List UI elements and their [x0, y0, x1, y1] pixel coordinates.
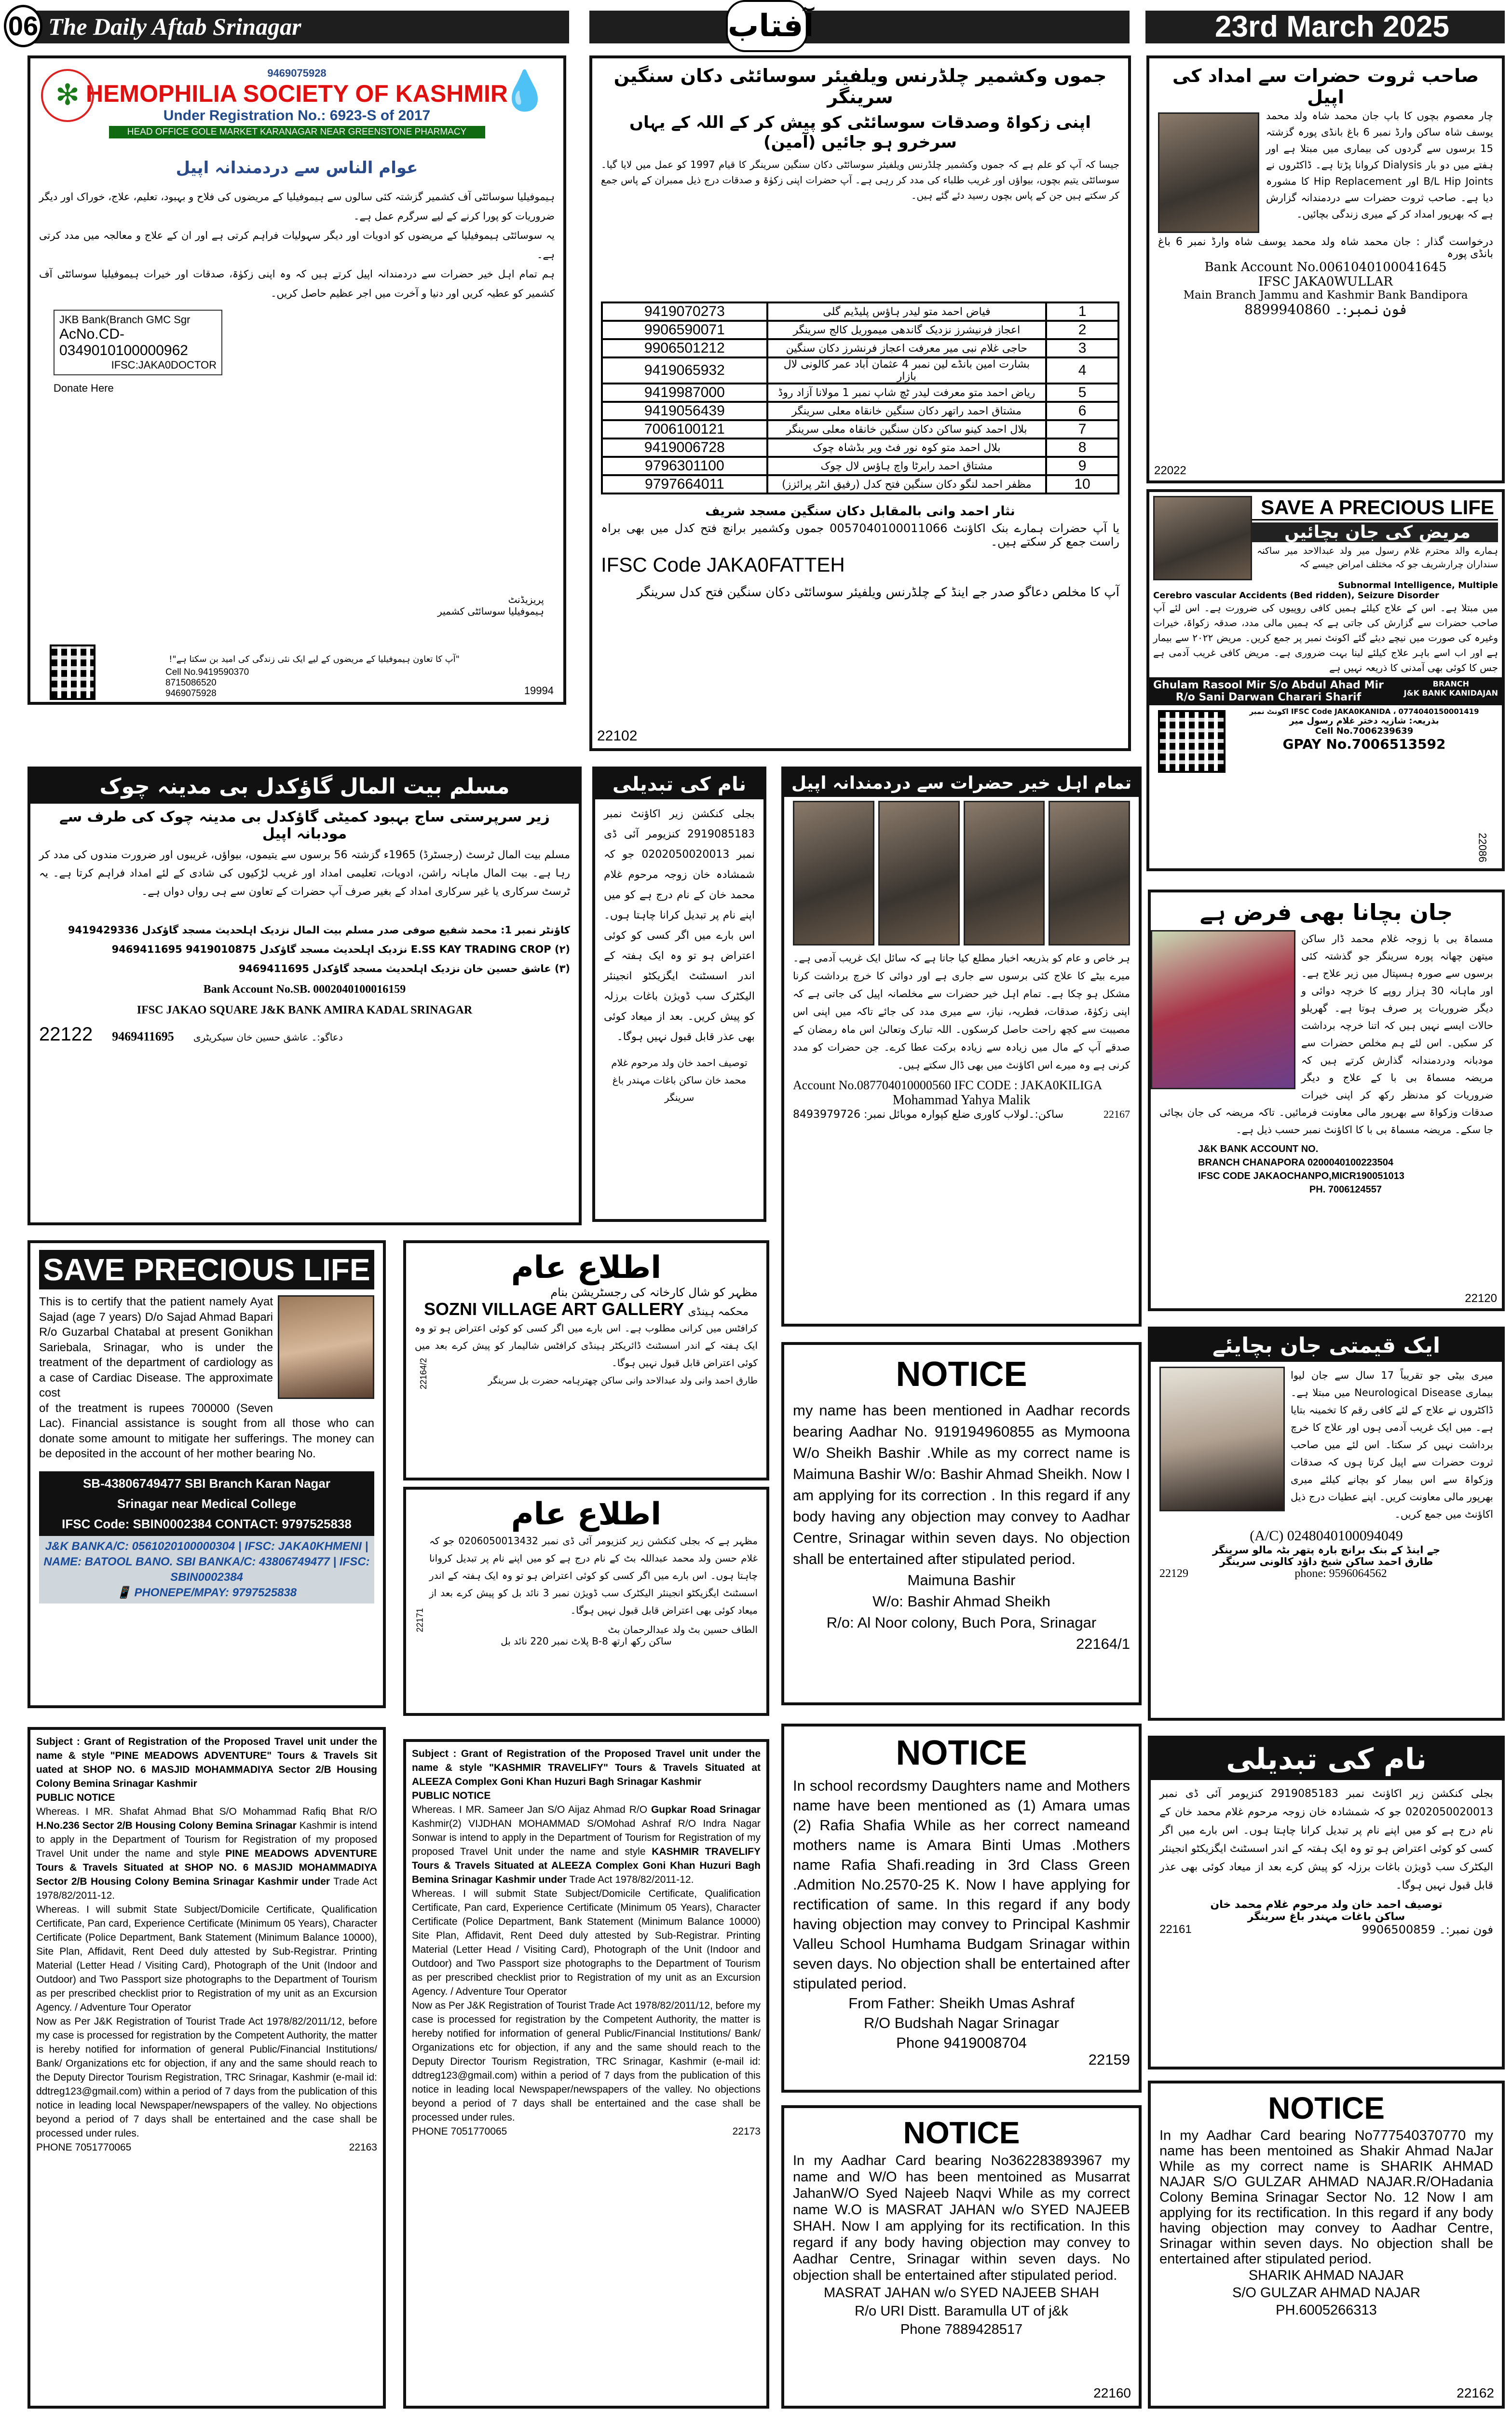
- notice-signatory: [793, 2284, 1130, 2339]
- table-row: [602, 357, 1118, 384]
- ifsc-contact: IFSC Code: SBIN0002384 CONTACT: 9797525838: [62, 1516, 352, 1531]
- patient-photo: [964, 801, 1045, 946]
- notice-body: In my Aadhar Card bearing No362283893967 my name and W/O has been mentoined as Musarrat JahanW/O Syed Najeeb Naqvi While as my correct name W.O is MASRAT JAHAN w/o SYED NAJEEB SHAH. Now I am applying for its rectification. In this regard if any body having objection may convey to Aadhar Centre, Srinagar within seven days. No objection shall be entertained after stipulated period.: [793, 2153, 1130, 2283]
- signatory-line: From Father: Sheikh Umas Ashraf: [848, 1995, 1075, 2012]
- member-phone: 9796301100: [602, 457, 767, 475]
- ad-muslim-baitul-maal: [27, 767, 582, 1225]
- phone-number: 8899940860: [1244, 302, 1331, 317]
- bank-details: [1198, 1142, 1493, 1196]
- notice-body: In my Aadhar Card bearing No777540370770 my name has been mentoined as Shakir Ahmad NaJar While as my correct name is SHARIK AHMAD NAJAR S/O GULZAR AHMAD NAJAR.R/OHadania Colony Bemina Srinagar Sector No. 12 Now I am applying for its rectification. In this regard if any body having objection may convey to Aadhar Centre, Srinagar within seven days. No objection shall be entertained after stipulated period.: [1159, 2128, 1493, 2267]
- row-number: 9: [1046, 457, 1118, 475]
- baitulmal-body: مسلم بیت المال ٹرسٹ (رجسٹرڈ) 1965ء گزشتہ 56 برسوں سے یتیموں، بیواؤں، غریبوں اور ضرورت مندوں کی مدد کر رہا ہے۔ بیت المال ماہانہ راشن، ادویات، تعلیمی امداد اور غریب لڑکیوں کی شادی کے لئے امداد فراہم کرتا ہے۔ یہ ٹرسٹ سرکاری یا غیر سرکاری امداد کے بغیر صرف آپ حضرات کے تعاون سے ہی رواں دواں ہے۔: [39, 849, 570, 898]
- bank-branch: Main Branch Jammu and Kashmir Bank Bandipora: [1183, 289, 1468, 302]
- ifsc-code: IFSC Code JAKA0FATTEH: [601, 553, 845, 576]
- signatory-line: Maimuna Bashir: [907, 1572, 1016, 1589]
- signatory: توصیف احمد خان ولد مرحوم غلام محمد خان ساکن باغات مہندر باغ سرینگر: [611, 1057, 748, 1103]
- appeal-body: میری بیٹی جو تقریباً 17 سال سے جان لیوا بیماری Neurological Disease میں مبتلا ہے۔ ڈاکٹروں نے علاج کے لئے کافی رقم کا تخمینہ بتایا ہے۔ میں ایک غریب آدمی ہوں اور علاج کا خرچ برداشت نہیں کر سکتا۔ اس لئے میں صاحب ثروت حضرات سے اپیل کرتا ہوں کہ صدقات وزکواۃ سے اس بیمار کو بچانے کیلئے میری بھرپور مالی معاونت کریں۔ اپنے عطیات درج ذیل اکاؤنٹ میں جمع کریں۔: [1291, 1370, 1493, 1520]
- member-phone: 9797664011: [602, 475, 767, 493]
- phone: فون نمبر:۔ 9906500859: [1362, 1923, 1493, 1936]
- notice-title: NOTICE: [1268, 2091, 1385, 2125]
- row-number: 2: [1046, 321, 1118, 339]
- appeal-body-1: This is to certify that the patient namely Ayat Sajad (age 7 years) D/o Sajad Ahmad Bapari R/o Guzarbal Chatabal at present Gonikhan Sariebala, Srinagar, who is under the treatment of the department of cardiology as a case of Cardiac Disease. The approximate cost: [39, 1295, 273, 1399]
- notice-signatory: [1159, 2267, 1493, 2319]
- notice-maimuna: [781, 1342, 1142, 1705]
- notice-paragraph-3: Now as Per J&K Registration of Tourist Trade Act 1978/82/2011/12, before my case is processed for registration by the Competent Authority, the matter is hereby notified for information of general Public/Financial Institutions/ Bank/ Organizations etc for objection, if any and the same should reach to the Deputy Director Tourism Registration, TRC Srinagar, Kashmir (e-mail id: ddtreg123@gmail.com) within a period of 7 days from the publication of this notice in leading local Newspaper/newspapers of the valley. No objections beyond a period of 7 days shall be entertained and the case shall be processed under rules.: [36, 2016, 377, 2139]
- ad-title: جان بچانا بھی فرض ہے: [1199, 899, 1453, 925]
- notice-paragraph-1: [412, 1803, 761, 1887]
- ad-ref: 22129: [1159, 1567, 1188, 1580]
- newspaper-name: The Daily Aftab Srinagar: [48, 13, 301, 40]
- name-change-title: نام کی تبدیلی: [595, 769, 763, 799]
- phone: PHONE 7051770065: [36, 2142, 132, 2153]
- table-row: [602, 339, 1118, 357]
- signatory-org: ہیموفیلیا سوسائٹی کشمیر: [437, 605, 544, 617]
- gpay-qr-code[interactable]: [1158, 710, 1226, 773]
- notice-heading: PUBLIC NOTICE: [412, 1790, 491, 1801]
- member-name: فیاض احمد متو لیدر ہاؤس پلیڈیم گلی: [767, 302, 1046, 321]
- member-name: مشتاق احمد راتھر دکان سنگین خانقاہ معلی سرینگر: [767, 402, 1046, 420]
- ad-ref: 22161: [1159, 1923, 1192, 1936]
- notice-body: مظہر ہے کہ بجلی کنکشن زیر کنزیومر آئی ڈی نمبر 0206050013432 جو کہ غلام حسن ولد محمد عبداللہ بٹ کے نام درج ہے کو میں اپنے نام پر تبدیل کروانا چاہتا ہوں۔ اس بارے میں اگر کسی کو کوئی اعتراض ہو تو وہ ایک ہفتہ کے اندر اسسٹنٹ ایگزیکٹو انجینئر الیکٹرک سب ڈویژن نمبر 3 نائد بل کو پیش کرے بعد از میعاد کوئی بھی اعتراض قابل قبول نہیں ہوگا۔: [429, 1535, 758, 1616]
- patient-photo: [1049, 801, 1130, 946]
- row-number: 6: [1046, 402, 1118, 420]
- notice-title: NOTICE: [896, 1355, 1027, 1394]
- text-run: Trade Act 1978/82/2011-12.: [36, 1876, 377, 1901]
- ad-name-change: [592, 767, 766, 1222]
- notice-footer: [36, 2140, 377, 2154]
- notice-school-records: [781, 1724, 1142, 2093]
- counter-3: (۳) عاشق حسین خان نزدیک اہلحدیث مسجد گاؤکدل 9469411695: [238, 963, 570, 974]
- ad-title: SAVE PRECIOUS LIFE: [39, 1250, 374, 1289]
- member-phone: 9419056439: [602, 402, 767, 420]
- signatory-line: PH.6005266313: [1276, 2302, 1377, 2318]
- address: ساکن رکھ ارتھ B-8 پلاٹ نمبر 220 نائد بل: [501, 1635, 672, 1647]
- name-change-footer: [1159, 1923, 1493, 1936]
- notice-subject: Subject : Grant of Registration of the Proposed Travel unit under the name & style "KASHMIR TRAVELIFY" Tours & Travels Situated at ALEEZA Complex Goni Khan Huzuri Bagh Srinagar Kashmir: [412, 1748, 761, 1787]
- row-number: 5: [1046, 384, 1118, 402]
- gpay-number: GPAY No.7006513592: [1282, 736, 1446, 752]
- notice-paragraph-1: [36, 1805, 377, 1903]
- address: ساکن:۔لولاب کاوری ضلع کپوارہ موبائل نمبر: 8493979726: [793, 1109, 1064, 1121]
- patient-photo: [1159, 1367, 1285, 1511]
- unit-run: KASHMIR TRAVELIFY Tours & Travels Situated at ALEEZA Complex Goni Khan Huzuri Bagh Bemina Srinagar Kashmir under: [412, 1846, 761, 1885]
- member-name: بلال احمد متو کوہ نور فٹ ویر بڈشاہ چوک: [767, 439, 1046, 457]
- member-name: بلال احمد کینو ساکن دکان سنگین خانقاہ معلی سرینگر: [767, 420, 1046, 439]
- table-row: [602, 420, 1118, 439]
- cell-number: Cell No.7006239639: [1315, 726, 1414, 736]
- signatory: دعاگو:۔ عاشق حسین خان سیکریٹری: [193, 1031, 343, 1043]
- signatory: طارق احمد ساکن شیخ داؤد کالونی سرینگر: [1219, 1556, 1433, 1567]
- patient-name: [1153, 679, 1384, 703]
- row-number: 1: [1046, 302, 1118, 321]
- ad-title: ایک قیمتی جان بچایئے: [1151, 1329, 1502, 1362]
- ad-save-a-precious-life: [1146, 489, 1505, 871]
- member-phone: 7006100121: [602, 420, 767, 439]
- notice-paragraph-3: Now as Per J&K Registration of Tourist Trade Act 1978/82/2011/12, before my case is processed for registration by the Competent Authority, the matter is hereby notified for information of general Public/Financial Institutions/ Bank/ Organizations etc for objection, if any and the same should reach to the Deputy Director Tourism Registration, TRC Srinagar, Kashmir (e-mail id: ddtreg123@gmail.com) within a period of 7 days from the publication of this notice in leading local Newspaper/newspapers of the valley. No objections beyond a period of 7 days shall be entertained and the case shall be processed under rules.: [412, 2000, 761, 2123]
- contact-phone: 9469075928: [165, 688, 217, 699]
- ad-public-notice-electricity: [403, 1487, 769, 1716]
- account-number: (A/C) 0248040100094049: [1250, 1528, 1403, 1544]
- notice-title: اطلاع عام: [511, 1250, 662, 1286]
- account-number: AcNo.CD-0349010100000962: [59, 326, 188, 358]
- patient-address: R/o Sani Darwan Charari Sharif: [1175, 691, 1362, 703]
- unit-run: PINE MEADOWS ADVENTURE Tours & Travels Situated at SHOP NO. 6 MASJID MOHAMMADIYA Sector 2/B Housing Colony Bemina Srinagar Kashmir under: [36, 1848, 378, 1887]
- ad-ref: 22120: [1465, 1292, 1497, 1305]
- signatory-line: W/o: Bashir Ahmad Sheikh: [872, 1593, 1050, 1610]
- collection-members-table: [601, 302, 1119, 494]
- notice-title: اطلاع عام: [511, 1496, 662, 1532]
- ad-hemophilia-society: [27, 55, 566, 705]
- welfare-body: جیسا کہ آپ کو علم ہے کہ جموں وکشمیر چلڈرنس ویلفیئر سوسائٹی دکان سنگین سرینگر کا قیام 1997 کو عمل میں لایا گیا۔ سوسائٹی یتیم بچوں، بیواؤں اور غریب طلباء کی مدد کر رہی ہے۔ آپ حضرات اپنی زکوٰۃ و صدقات درج ذیل ممبران کے پاس جمع کر سکتے ہیں جن کے پاس بچوں رسید دئے گئے ہیں۔: [601, 159, 1119, 201]
- sbi-branch: Srinagar near Medical College: [117, 1496, 297, 1511]
- gallery-name: SOZNI VILLAGE ART GALLERY: [423, 1299, 684, 1319]
- member-phone: 9419070273: [602, 302, 767, 321]
- signatory-line: R/O Budshah Nagar Srinagar: [864, 2015, 1059, 2031]
- text-run: Kashmir(2) VIJDHAN MOHAMMAD S/OMohad Ashraf R/O Indra Nagar Sonwar is intend to apply in the Department of Tourism for Registration of my proposed Travel Unit under the name and style: [412, 1818, 761, 1857]
- contact-phones: [165, 667, 249, 699]
- baitulmal-subtitle: زیر سرپرستی ساج بہبود کمیٹی گاؤکدل بی مدینہ چوک کی طرف سے مودبانہ اپیل: [59, 809, 550, 842]
- bank-account: Account No.087704010000560 IFC CODE : JAKA0KILIGA: [793, 1078, 1103, 1092]
- quote: "آپ کا تعاون ہیموفیلیا کے مریضوں کے لیے ایک نئی زندگی کی امید بن سکتا ہے"!: [169, 654, 460, 664]
- sbi-account-bar: [39, 1471, 374, 1536]
- signatory: توصیف احمد خان ولد مرحوم غلام محمد خان: [1210, 1899, 1443, 1911]
- appeal-body: میں مبتلا ہے۔ اس کے علاج کیلئے ہمیں کافی روپیوں کی ضرورت ہے۔ اس لئے آپ صاحب حضرات سے گزارش کی جاتی ہے کہ ہمیں مالی مدد، صدقہ زکواۃ، خیرات وغیرہ کی صورت میں نیچے دیئے گئے اکونٹ نمبر پر جمع کریں۔ مریض ۲۰۲۲ سے بیمار ہے اور اب اسے باہر علاج کیلئے لینا بہت ضروری ہے۔ مریض کافی غریب آدمی ہے جس کا کوئی بھی آمدنی کا ذریعہ نہیں ہے: [1153, 602, 1498, 673]
- bank-account: Bank Account No.SB. 0002040100016159: [203, 983, 406, 996]
- phone: PHONE 7051770065: [412, 2126, 507, 2137]
- ad-ref: 22173: [732, 2126, 761, 2137]
- head-office-address: HEAD OFFICE GOLE MARKET KARANAGAR NEAR GREENSTONE PHARMACY: [109, 126, 485, 138]
- ad-ref: 22122: [39, 1024, 93, 1045]
- text-run: Kashmir is intend to apply in the Department of Tourism for Registration of my proposed Travel Unit under the name and style: [36, 1820, 377, 1859]
- notice-heading: PUBLIC NOTICE: [36, 1792, 115, 1803]
- patient-photos: [793, 801, 1130, 946]
- notice-body: my name has been mentioned in Aadhar records bearing Aadhar No. 919194960855 as Mymoona W/o Sheikh Bashir .While as my correct name is Maimuna Bashir W/o: Bashir Ahmad Sheikh. Now I am applying for its correction . In this regard if any body having any objection may convey to Aadhar Centre, Srinagar within seven days. No objection shall be entertained after stipulated period.: [793, 1402, 1130, 1567]
- bank-account: Bank Account No.0061040100041645: [1204, 260, 1447, 274]
- ad-name-change-right: [1148, 1736, 1505, 2069]
- ad-ref: 19994: [524, 685, 554, 697]
- page-number: 06: [4, 5, 42, 47]
- donation-qr-code[interactable]: [50, 644, 95, 700]
- gallery-line: [415, 1299, 758, 1319]
- contact-phone: Cell No.9419590370: [165, 667, 249, 677]
- row-number: 3: [1046, 339, 1118, 357]
- baitulmal-title: مسلم بیت المال گاؤکدل بی مدینہ چوک: [30, 769, 579, 804]
- name-change-body: بجلی کنکشن زیر اکاؤنٹ نمبر 2919085183 کنزیومر آئی ڈی نمبر 0202050020013 جو کہ شمشادہ خان زوجہ مرحوم غلام محمد خان کے نام درج ہے کو میں اپنے نام پر تبدیل کرانا چاہتا ہوں۔ اس بارے میں اگر کسی کو کوئی اعتراض ہو تو وہ ایک ہفتہ کے اندر اسسٹنٹ ایگزیکٹو انجینئر الیکٹرک سب ڈویژن باغات برزلہ کو پیش کرے بعد از میعاد کوئی بھی عذر قابل قبول نہیں ہوگا۔: [1159, 1788, 1493, 1891]
- contact-phone: 8715086520: [165, 678, 217, 688]
- intro: ہمارے والد محترم غلام رسول میر ولد عبدالاحد میر ساکنہ سنداران چرارشریف جو کہ مختلف امراض جیسے کہ: [1257, 546, 1498, 570]
- branch-label: BRANCH: [1432, 679, 1470, 688]
- gallery-suffix: محکمہ ہینڈی: [688, 1306, 749, 1318]
- counter-1: کاؤنٹر نمبر 1: محمد شفیع صوفی صدر مسلم بیت المال نزدیک اہلحدیث مسجد گاؤکدل 9419429336: [68, 924, 570, 936]
- patient-photo: [793, 801, 874, 946]
- table-row: [602, 439, 1118, 457]
- appeal-body-2: of the treatment is rupees 700000 (Seven Lac). Financial assistance is sought from all those who can donate some amount to mitigate her sufferings. The money can be deposited in the account of her mother bearing No.: [39, 1401, 374, 1460]
- society-title: HEMOPHILIA SOCIETY OF KASHMIR: [85, 80, 508, 107]
- welfare-subtitle: اپنی زکواۃ وصدقات سوسائٹی کو پیش کر کے اللہ کے یہاں سرخرو ہو جائیں (آمین): [629, 113, 1091, 152]
- text-run: Whereas. I MR. Sameer Jan S/O Aijaz Ahmad R/O: [412, 1804, 651, 1815]
- row-number: 10: [1046, 475, 1118, 493]
- appeal-body: چار معصوم بچوں کا باپ جان محمد شاہ ولد محمد یوسف شاہ ساکن وارڈ نمبر 6 باغ بانڈی پورہ گزشتہ 15 برسوں سے گردوں کی بیماری میں مبتلا ہے اور ہفتے میں دو بار Dialysis کروانا پڑتا ہے۔ ڈاکٹروں نے B/L Hip Joints اور Hip Replacement کا مشورہ دیا ہے۔ صاحب ثروت حضرات سے دردمندانہ گزارش ہے کہ بھرپور امداد کر کے میری زندگی بچائیں۔: [1266, 110, 1494, 220]
- counter-2: (۲) E.SS KAY TRADING CROP نزدیک اہلحدیث مسجد گاؤکدل 9419010875 9469411695: [111, 944, 570, 955]
- patient-photo: [1158, 112, 1259, 233]
- appeal-body: [39, 187, 555, 303]
- ad-save-precious-life: [27, 1240, 386, 1708]
- signatory-line: MASRAT JAHAN w/o SYED NAJEEB SHAH: [823, 2285, 1099, 2301]
- ad-title: SAVE A PRECIOUS LIFE: [1153, 496, 1498, 521]
- sbi-account: SB-43806749477 SBI Branch Karan Nagar: [82, 1476, 331, 1491]
- blood-drop-icon: 💧: [501, 69, 549, 112]
- table-row: [602, 402, 1118, 420]
- signatory: [437, 594, 544, 617]
- patient-photo: [278, 1295, 374, 1399]
- ad-subtitle: مریض کی جان بچائیں: [1153, 522, 1498, 542]
- welfare-footer: آپ کا مخلص دعاگو صدر جے اینڈ کے چلڈرنس ویلفیئر سوسائٹی دکان سنگین فتح کدل سرینگر: [637, 585, 1119, 600]
- appeal-body: مسماۃ بی با زوجہ غلام محمد ڈار ساکن میتھن چھانہ پورہ سرینگر جو گذشتہ کئی برسوں سے صورہ ہسپتال میں زیر علاج ہے۔ اور ماہانہ 30 ہزار روپے کا خرچہ دوائی و دیگر ضروریات پر صرف ہوتا ہے۔ گھریلو حالات ایسے نہیں ہیں کہ اتنا خرچہ برداشت کر سکیں۔ اس لئے ہم مخلص حضرات سے مودبانہ ودردمندانہ گذارش کرتے ہیں کہ مریضہ مسماۃ بی با کے علاج و دیگر ضروریات کو مدنظر رکھ کر اپنی خیرات صدقات وزکواۃ سے بھرپور مالی معاونت فرمائیں۔ تاکہ مریضہ کی جان بچائی جا سکے۔ مریضہ مسماۃ بی با کا اکاؤنٹ نمبر حسب ذیل ہے۔: [1159, 933, 1493, 1136]
- signatory: طارق احمد وانی ولد عبدالاحد وانی ساکن چھترہامہ حضرت بل سرینگر: [488, 1375, 758, 1386]
- jk-bank-account: J&K BANKA/C: 0561020100000304 | IFSC: JAKA0KHMENI | NAME: BATOOL BANO. SBI BANKA/C: 43806749477 | IFSC: SBIN0002384: [43, 1539, 370, 1584]
- donate-label: Donate Here: [54, 382, 114, 394]
- phone: 9469411695: [112, 1029, 174, 1043]
- notice-sharik-najar: [1148, 2081, 1505, 2409]
- masthead-bar-center: [589, 11, 1130, 43]
- signatory-title: پریزیڈنٹ: [508, 594, 544, 605]
- appeal-title: صاحب ثروت حضرات سے امداد کی اپیل: [1172, 65, 1479, 108]
- notice-title: NOTICE: [896, 1734, 1027, 1772]
- bank-branch: [1404, 679, 1498, 703]
- notice-masrat-jahan: [781, 2105, 1142, 2409]
- ad-ref: 22160: [1093, 2385, 1131, 2400]
- phone-label: فون نمبر:۔: [1335, 302, 1407, 317]
- patient-name-bar: [1149, 677, 1502, 705]
- signatory-line: Phone 7889428517: [900, 2322, 1023, 2337]
- phone-top: 9469075928: [267, 67, 327, 79]
- notice-subject: Subject : Grant of Registration of the Proposed Travel unit under the name & style "PINE MEADOWS ADVENTURE" Tours & Travels Sit uated at SHOP NO. 6 MASJID MOHAMMADIYA Sector 2/B Housing Colony Bemina Srinagar Kashmir: [36, 1736, 377, 1789]
- member-phone: 9419065932: [602, 357, 767, 384]
- address: ساکن باغات مہندر باغ سرینگر: [1247, 1911, 1405, 1923]
- signatory-line: Phone 9419008704: [896, 2034, 1027, 2051]
- signatory-line: S/O GULZAR AHMAD NAJAR: [1232, 2285, 1420, 2301]
- ad-ref: 22102: [597, 728, 638, 744]
- appeal-heading: عوام الناس سے دردمندانہ اپیل: [176, 158, 418, 178]
- ad-ref: 22167: [1103, 1108, 1130, 1120]
- member-name: ریاض احمد متو معرفت لیدر ٹچ شاپ نمبر 1 مولانا آزاد روڈ: [767, 384, 1046, 402]
- ad-ref: 22022: [1154, 464, 1186, 477]
- table-row: [602, 302, 1118, 321]
- public-notice-pine-meadows: [27, 1727, 386, 2409]
- ad-ref: 22163: [349, 2142, 377, 2153]
- appeal-paragraph: ہم تمام اہل خیر حضرات سے دردمندانہ اپیل کرتے ہیں کہ وہ اپنی زکوٰۃ، صدقات اور خیرات ہیموفیلیا سوسائٹی آف کشمیر کو عطیہ کریں اور دنیا و آخرت میں اجر عظیم حاصل کریں۔: [39, 268, 555, 299]
- signatory-line: R/o: Al Noor colony, Buch Pora, Srinagar: [826, 1614, 1097, 1631]
- via: بذریعہ: شازیہ دختر غلام رسول میر: [1289, 716, 1439, 726]
- patient-photo: [1153, 496, 1252, 580]
- ad-ref: 22159: [1088, 2051, 1130, 2068]
- row-number: 4: [1046, 357, 1118, 384]
- notice-paragraph-2: Whereas. I will submit State Subject/Domicile Certificate, Qualification Certificate, Pan card, Experience Certificate (Minimum 05 Years), Character Certificate (Police Department, Bank Statement (Minimum Balance 10000), Site Plan, Affidavit, Rent Deed duly attested by Sub-Registrar. Printing Material (Letter Head / Visiting Card), Photograph of the Unit (Indoor and Outdoor) and Two Passport size photographs to the Department of Tourism as per prescribed checklist prior to Registration of my unit as an Excursion Agency. / Adventure Tour Operator: [36, 1904, 377, 2013]
- phonepe-number: 📱 PHONEPE/MPAY: 9797525838: [116, 1586, 297, 1599]
- ad-ref: 22164/1: [1076, 1635, 1130, 1652]
- notice-paragraph-2: Whereas. I will submit State Subject/Domicile Certificate, Qualification Certificate, Pan card, Experience Certificate (Minimum 05 Years), Character Certificate (Police Department, Bank Statement (Minimum Balance 10000) Site Plan, Affidavit, Rent Deed duly attested by Sub-Registrar. Printing Material (Letter Head / Visiting Card), Photograph of the Unit (Indoor and Outdoor) and Two Passport size photographs to the Department of Tourism as per prescribed checklist prior to Registration of my unit as an Excursion Agency. / Adventure Tour Operator: [412, 1888, 761, 1997]
- diagnosis-2: Cerebro vascular Accidents (Bed ridden), Seizure Disorder: [1153, 590, 1439, 601]
- member-name: اعجاز فرنیشرز نزدیک گاندھی میموریل کالج سرینگر: [767, 321, 1046, 339]
- appeal-paragraph: ہیموفیلیا سوسائٹی آف کشمیر گزشتہ کئی سالوں سے ہیموفیلیا کے مریضوں کی فلاح و بہبود، تعلیم، علاج، خوراک اور دیگر ضروریات کو پورا کرنے کے لیے سرگرم عمل ہے۔: [39, 191, 555, 222]
- bank-account-line: یا آپ حضرات ہمارے بنک اکاؤنٹ 0057040100011066 جموں وکشمیر برانچ فتح کدل میں بھی براہ راست جمع کر سکتے ہیں۔: [601, 521, 1119, 548]
- signatory-line: SHARIK AHMAD NAJAR: [1248, 2268, 1404, 2283]
- bank-branch: جے اینڈ کے بنک برانچ بارہ پتھر بٹہ مالو سرینگر: [1212, 1544, 1441, 1556]
- ad-ref: 22164/2: [419, 1357, 429, 1390]
- registration-number: Under Registration No.: 6923-S of 2017: [163, 108, 431, 123]
- appeal-body: ہر خاص و عام کو بذریعہ اخبار مطلع کیا جاتا ہے کہ سائل ایک غریب آدمی ہے۔ میرے بیٹے کا علاج کئی برسوں سے جاری ہے اور دوائی کا خرچ برداشت کرنا مشکل ہو چکا ہے۔ تمام اہل خیر حضرات سے مخلصانہ اپیل کی جاتی ہے کہ اپنی زکوٰۃ، صدقات، فطریہ، نیاز، سے میری مدد کی جائے تاکہ میں اپنی اس مصیبت سے کچھ راحت حاصل کرسکوں۔ اللہ تبارک وتعالیٰ اس ماہ رمضان کے صدقے آپ کے مال میں زیادہ سے زیادہ برکت عطا کرے۔ جن حضرات کو مدد کرنی ہے وہ میرے اس اکاؤنٹ میں بھی ڈال سکتے ہیں۔: [793, 952, 1130, 1071]
- name-change-body: بجلی کنکشن زیر اکاؤنٹ نمبر 2919085183 کنزیومر آئی ڈی نمبر 0202050020013 جو کہ شمشادہ خان زوجہ مرحوم غلام محمد خان کے نام درج ہے کو میں اپنے نام پر تبدیل کرانا چاہتا ہوں۔ اس بارے میں اگر کسی کو کوئی اعتراض ہو تو وہ ایک ہفتہ کے اندر اسسٹنٹ ایگزیکٹو انجینئر الیکٹرک سب ڈویژن باغات برزلہ کو پیش کریں۔ بعد از میعاد کوئی بھی عذر قابل قبول نہیں ہوگا۔: [604, 808, 755, 1043]
- phone: PH. 7006124557: [1309, 1184, 1382, 1195]
- alt-accounts: [39, 1536, 374, 1603]
- ad-save-life-duty: [1148, 890, 1505, 1311]
- appeal-footer: [793, 1108, 1130, 1121]
- notice-signatory: [793, 1993, 1130, 2053]
- public-notice-kashmir-travelify: [403, 1739, 769, 2409]
- ad-ref: 22086: [1476, 833, 1489, 863]
- notice-title: NOTICE: [903, 2115, 1020, 2150]
- ifsc-code: IFSC:JAKA0DOCTOR: [111, 359, 217, 371]
- address-run: H.No.236 Sector 2/B Housing Colony Bemina Srinagar: [36, 1820, 297, 1831]
- ad-appeal-photos: [781, 767, 1142, 1327]
- branch-name: J&K BANK KANIDAJAN: [1403, 688, 1498, 698]
- member-name: مشتاق احمد رابرٹا واچ ہاؤس لال چوک: [767, 457, 1046, 475]
- appeal-title: تمام اہل خیر حضرات سے دردمندانہ اپیل: [784, 769, 1139, 797]
- appeal-paragraph: یہ سوسائٹی ہیموفیلیا کے مریضوں کو ادویات اور دیگر سہولیات فراہم کرتی ہے اور ان کے علاج و معالجہ میں مدد کرتی ہے۔: [39, 230, 555, 260]
- table-row: [602, 457, 1118, 475]
- ad-save-precious-life-urdu: [1148, 1327, 1505, 1721]
- ifsc-code: IFSC JAKA0WULLAR: [1258, 274, 1393, 289]
- branch-account: BRANCH CHANAPORA 0200040100223504: [1198, 1157, 1393, 1168]
- patient-photo: [1151, 930, 1295, 1089]
- applicant: درخواست گذار : جان محمد شاہ ولد محمد یوسف شاہ وارڈ نمبر 6 باغ بانڈی پورہ: [1158, 236, 1493, 260]
- signatory: الطاف حسین بٹ ولد عبدالرحمان بٹ: [608, 1624, 758, 1635]
- qeemti-footer: [1159, 1567, 1493, 1580]
- ad-children-welfare-society: [589, 55, 1131, 751]
- account-label: J&K BANK ACCOUNT NO.: [1198, 1144, 1319, 1154]
- issue-date: 23rd March 2025: [1215, 10, 1449, 43]
- welfare-title: جموں وکشمیر چلڈرنس ویلفیئر سوسائٹی دکان سنگین سرینگر: [613, 65, 1107, 108]
- additional-member: نثار احمد وانی بالمقابل دکان سنگین مسجد شریف: [705, 504, 1015, 519]
- notice-body: In school recordsmy Daughters name and Mothers name have been mentioned as (1) Amara umas (2) Rafia Shafia While as her correct nameand mothers name is Amara Binti Umas .Mothers name Rafia Shafi.reading in 3rd Class Green .Admition No.2570-25 K. Now I have applying for rectification of same. In this regard if any body having objection may convey to Principal Kashmir Valleu School Humhama Budgam Srinagar within seven days. No objection shall be entertained after stipulated period.: [793, 1777, 1130, 1992]
- signatory-line: R/o URI Distt. Baramulla UT of j&k: [855, 2303, 1068, 2319]
- bank-details-box: [54, 310, 222, 375]
- notice-body: کرافٹس میں کرانی مطلوب ہے۔ اس بارے میں اگر کسی کو کوئی اعتراض ہو تو وہ ایک ہفتہ کے اندر اسسٹنٹ ڈائریکٹر ہینڈی کرافٹس شالیمار کو پیش کرے بعد میں کوئی اعتراض قابل قبول نہیں ہوگا۔: [415, 1322, 758, 1369]
- address-run: Gupkar Road Srinagar: [651, 1804, 761, 1815]
- ad-ref: 22171: [415, 1608, 425, 1632]
- member-name: حاجی غلام نبی میر معرفت اعجاز فرنشرز دکان سنگین: [767, 339, 1046, 357]
- member-phone: 9906590071: [602, 321, 767, 339]
- member-name: مظفر احمد لنگو دکان سنگین فتح کدل (رفیق انٹر پرائزز): [767, 475, 1046, 493]
- maple-leaf-logo-icon: ✻: [41, 69, 94, 122]
- phone: [1158, 302, 1493, 317]
- newspaper-logo: آفتاب: [726, 0, 808, 52]
- bank-name: JKB Bank(Branch GMC Sgr: [59, 314, 191, 326]
- account-holder: Mohammad Yahya Malik: [892, 1093, 1031, 1108]
- member-phone: 9419987000: [602, 384, 767, 402]
- ad-ref: 22162: [1457, 2385, 1494, 2400]
- masthead: [0, 0, 1512, 53]
- member-phone: 9419006728: [602, 439, 767, 457]
- notice-line: مظہر کو شال کارخانہ کی رجسٹریشن بنام: [550, 1286, 758, 1299]
- text-run: Trade Act 1978/82/2011-12.: [566, 1874, 694, 1885]
- table-row: [602, 475, 1118, 493]
- text-run: Whereas. I MR. Shafat Ahmad Bhat S/O Mohammad Rafiq Bhat R/O: [36, 1806, 377, 1817]
- patient-name-line1: Ghulam Rasool Mir S/o Abdul Ahad Mir: [1153, 679, 1384, 691]
- member-name: بشارت امین بانڈے لین نمبر 4 عثمان آباد عمر کالونی لال بازار: [767, 357, 1046, 384]
- baitulmal-footer: [39, 1024, 570, 1045]
- patient-photo: [878, 801, 960, 946]
- row-number: 8: [1046, 439, 1118, 457]
- notice-footer: [412, 2124, 761, 2138]
- table-row: [602, 384, 1118, 402]
- phone: phone: 9596064562: [1294, 1567, 1387, 1580]
- ifsc-code: IFSC JAKAO SQUARE J&K BANK AMIRA KADAL SRINAGAR: [136, 1004, 473, 1016]
- row-number: 7: [1046, 420, 1118, 439]
- ifsc-code: IFSC CODE JAKAOCHANPO,MICR190051013: [1198, 1171, 1404, 1181]
- name-change-title: نام کی تبدیلی: [1151, 1739, 1502, 1780]
- member-phone: 9906501212: [602, 339, 767, 357]
- notice-signatory: [793, 1570, 1130, 1633]
- ifsc-account: IFSC Code JAKA0KANIDA ، 0774040150001419 اکونٹ نمبر: [1249, 707, 1479, 716]
- diagnosis-1: Subnormal Intelligence, Multiple: [1338, 580, 1498, 590]
- ad-appeal-wealthy: [1146, 55, 1505, 483]
- ad-public-notice-sozni: [403, 1240, 769, 1480]
- table-row: [602, 321, 1118, 339]
